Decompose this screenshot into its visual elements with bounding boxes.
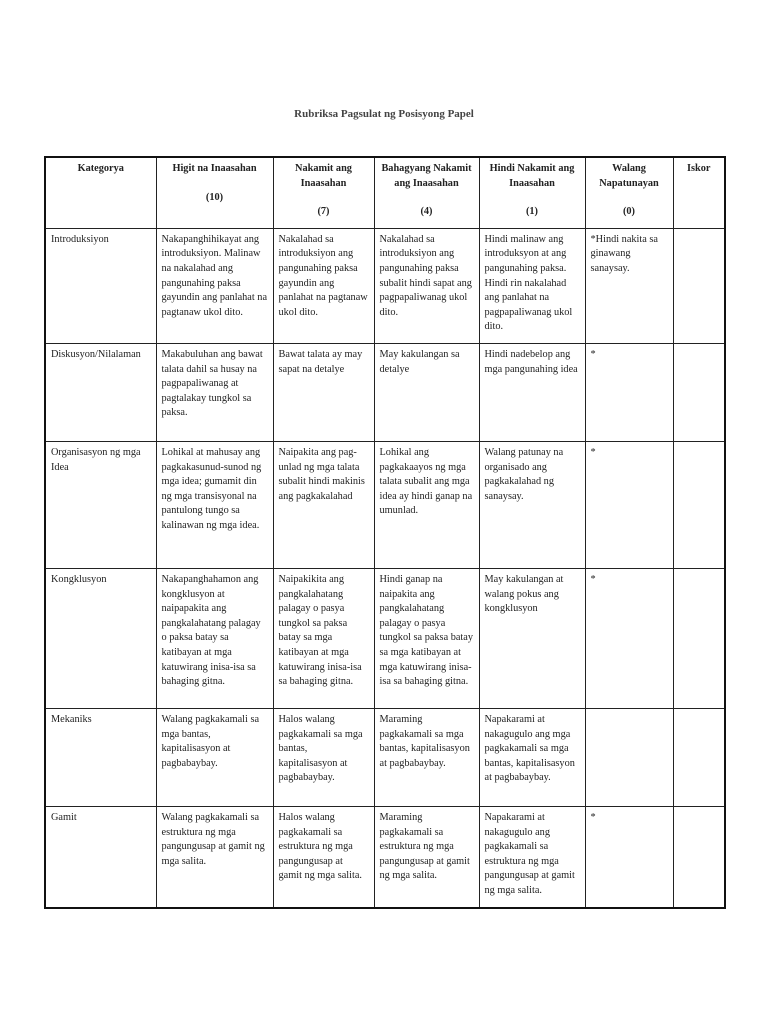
table-row: [45, 708, 725, 806]
cell-category: Mekaniks: [45, 708, 156, 806]
cell-score-1: Napakarami at nakagugulo ang pagkakamali sa estruktura ng mga pangungusap at gamit ng mga salita.: [479, 806, 585, 907]
cell-iskor: [673, 568, 725, 708]
header-walang-napatunayan: Walang Napatunayan (0): [585, 157, 673, 228]
cell-iskor: [673, 806, 725, 907]
cell-score-4: Hindi ganap na naipakita ang pangkalahatang palagay o pasya tungkol sa paksa batay sa mga katibayan at mga katuwirang inisa-isa sa bahaging gitna.: [374, 568, 479, 708]
document-title: Rubriksa Pagsulat ng Posisyong Papel: [294, 108, 474, 120]
cell-score-1: May kakulangan at walang pokus ang kongklusyon: [479, 568, 585, 708]
table-row: [45, 228, 725, 343]
cell-score-7: Halos walang pagkakamali sa estruktura ng mga pangungusap at gamit ng mga salita.: [273, 806, 374, 907]
cell-score-0: *Hindi nakita sa ginawang sanaysay.: [585, 228, 673, 343]
cell-score-4: Maraming pagkakamali sa mga bantas, kapitalisasyon at pagbabaybay.: [374, 708, 479, 806]
cell-score-0: *: [585, 343, 673, 441]
cell-score-7: Naipakikita ang pangkalahatang palagay o pasya tungkol sa paksa batay sa mga katibayan at mga katuwirang inisa-isa sa bahaging gitna.: [273, 568, 374, 708]
cell-category: Organisasyon ng mga Idea: [45, 441, 156, 568]
header-nakamit-ang-inaasahan: Nakamit ang Inaasahan (7): [273, 157, 374, 228]
cell-category: Introduksiyon: [45, 228, 156, 343]
cell-category: Kongklusyon: [45, 568, 156, 708]
cell-score-7: Halos walang pagkakamali sa mga bantas, kapitalisasyon at pagbabaybay.: [273, 708, 374, 806]
cell-iskor: [673, 228, 725, 343]
cell-score-10: Nakapanghahamon ang kongklusyon at naipapakita ang pangkalahatang palagay o paksa batay sa katibayan at mga katuwirang inisa-isa sa bahaging gitna.: [156, 568, 273, 708]
header-hindi-nakamit: Hindi Nakamit ang Inaasahan (1): [479, 157, 585, 228]
cell-score-1: Napakarami at nakagugulo ang mga pagkakamali sa mga bantas, kapitalisasyon at pagbabaybay.: [479, 708, 585, 806]
table-row: [45, 568, 725, 708]
header-kategorya: Kategorya: [45, 157, 156, 228]
cell-score-1: Walang patunay na organisado ang pagkakalahad ng sanaysay.: [479, 441, 585, 568]
header-higit-na-inaasahan: Higit na Inaasahan (10): [156, 157, 273, 228]
table-row: [45, 343, 725, 441]
cell-score-10: Lohikal at mahusay ang pagkakasunud-sunod ng mga idea; gumamit din ng mga transisyonal na pantulong tungo sa kalinawan ng mga idea.: [156, 441, 273, 568]
cell-category: Diskusyon/Nilalaman: [45, 343, 156, 441]
cell-iskor: [673, 708, 725, 806]
cell-score-10: Walang pagkakamali sa mga bantas, kapitalisasyon at pagbabaybay.: [156, 708, 273, 806]
cell-score-4: May kakulangan sa detalye: [374, 343, 479, 441]
cell-score-4: Nakalahad sa introduksiyon ang pangunahing paksa subalit hindi sapat ang pagpapaliwanag ukol dito.: [374, 228, 479, 343]
header-iskor: Iskor: [673, 157, 725, 228]
rubric-table: [44, 156, 726, 909]
cell-score-10: Nakapanghihikayat ang introduksiyon. Malinaw na nakalahad ang pangunahing paksa gayundin ang panlahat na pagtanaw ukol dito.: [156, 228, 273, 343]
cell-score-0: [585, 708, 673, 806]
cell-score-0: *: [585, 568, 673, 708]
cell-category: Gamit: [45, 806, 156, 907]
table-row: [45, 806, 725, 907]
cell-score-7: Naipakita ang pag-unlad ng mga talata subalit hindi makinis ang pagkakalahad: [273, 441, 374, 568]
cell-score-4: Maraming pagkakamali sa estruktura ng mga pangungusap at gamit ng mga salita.: [374, 806, 479, 907]
cell-score-0: *: [585, 441, 673, 568]
cell-iskor: [673, 343, 725, 441]
cell-iskor: [673, 441, 725, 568]
table-row: [45, 441, 725, 568]
cell-score-10: Walang pagkakamali sa estruktura ng mga pangungusap at gamit ng mga salita.: [156, 806, 273, 907]
header-row: [45, 157, 725, 228]
header-bahagyang-nakamit: Bahagyang Nakamit ang Inaasahan (4): [374, 157, 479, 228]
cell-score-1: Hindi malinaw ang introduksyon at ang pangunahing paksa. Hindi rin nakalahad ang panlahat na pagpapaliwanag ukol dito.: [479, 228, 585, 343]
cell-score-4: Lohikal ang pagkakaayos ng mga talata subalit ang mga idea ay hindi ganap na umunlad.: [374, 441, 479, 568]
cell-score-7: Nakalahad sa introduksiyon ang pangunahing paksa gayundin ang panlahat na pagtanaw ukol dito.: [273, 228, 374, 343]
cell-score-0: *: [585, 806, 673, 907]
cell-score-10: Makabuluhan ang bawat talata dahil sa husay na pagpapaliwanag at pagtalakay tungkol sa paksa.: [156, 343, 273, 441]
cell-score-7: Bawat talata ay may sapat na detalye: [273, 343, 374, 441]
cell-score-1: Hindi nadebelop ang mga pangunahing idea: [479, 343, 585, 441]
